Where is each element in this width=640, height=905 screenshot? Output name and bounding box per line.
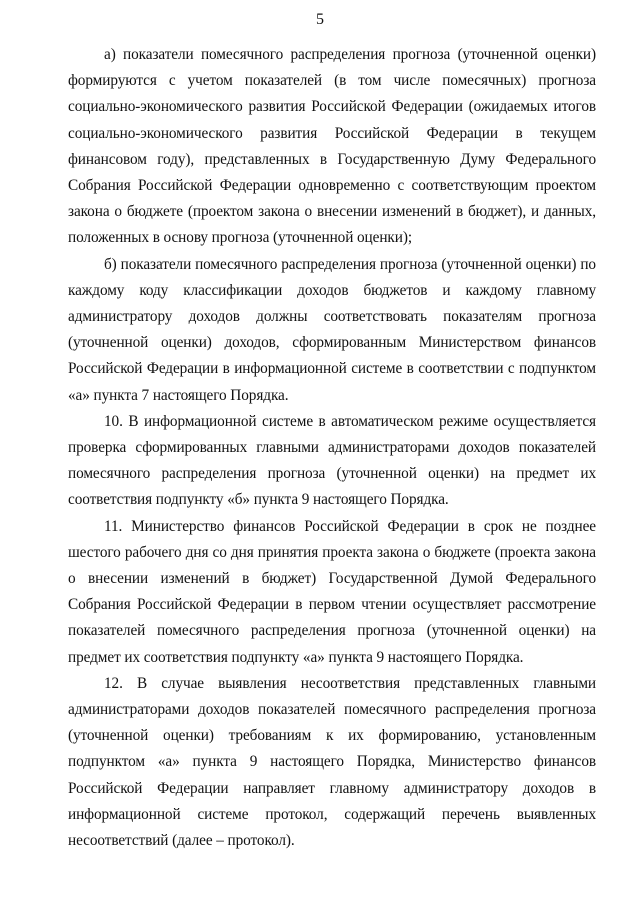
paragraph-12: 12. В случае выявления несоответствия представленных главными администраторами доходов показателей помесячного распределения прогноза (уточненной оценки) требованиям к их формированию, установленным подпунктом «а» пункта 9 настоящего Порядка, Министерство финансов Российской Федерации направляет главному администратору доходов в информационной системе протокол, содержащий перечень выявленных несоответствий (далее – протокол).: [68, 674, 596, 850]
document-body: [68, 42, 596, 854]
paragraph-subpoint-a: а) показатели помесячного распределения прогноза (уточненной оценки) формируются с учетом показателей (в том числе помесячных) прогноза социально-экономического развития Российской Федерации (ожидаемых итогов социально-экономического развития Российской Федерации в текущем финансовом году), представленных в Государственную Думу Федерального Собрания Российской Федерации одновременно с соответствующим проектом закона о бюджете (проектом закона о внесении изменений в бюджет), и данных, положенных в основу прогноза (уточненной оценки);: [68, 46, 596, 247]
paragraph-subpoint-b: б) показатели помесячного распределения прогноза (уточненной оценки) по каждому коду классификации доходов бюджетов и каждому главному администратору доходов должны соответствовать показателям прогноза (уточненной оценки) доходов, сформированным Министерством финансов Российской Федерации в информационной системе в соответствии с подпунктом «а» пункта 7 настоящего Порядка.: [68, 255, 596, 404]
paragraph-11: 11. Министерство финансов Российской Федерации в срок не позднее шестого рабочего дня со дня принятия проекта закона о бюджете (проекта закона о внесении изменений в бюджет) Государственной Думой Федерального Собрания Российской Федерации в первом чтении осуществляет рассмотрение показателей помесячного распределения прогноза (уточненной оценки) на предмет их соответствия подпункту «а» пункта 9 настоящего Порядка.: [68, 517, 596, 666]
paragraph-10: 10. В информационной системе в автоматическом режиме осуществляется проверка сформированных главными администраторами доходов показателей помесячного распределения прогноза (уточненной оценки) на предмет их соответствия подпункту «б» пункта 9 настоящего Порядка.: [68, 412, 596, 509]
page-number: 5: [316, 11, 324, 28]
